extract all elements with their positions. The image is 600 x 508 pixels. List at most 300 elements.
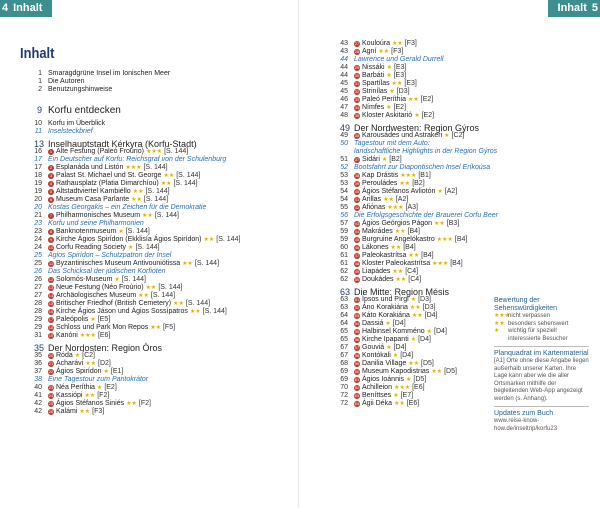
map-reference: [D4]	[424, 312, 438, 319]
poi-marker: 12	[48, 277, 54, 282]
poi-marker: 40	[354, 189, 360, 194]
poi-marker: 54	[354, 321, 360, 326]
poi-marker: 17	[48, 317, 54, 322]
entry-title: Kirche Ágios Jáson und Ágios Sossípatros	[56, 308, 188, 315]
toc-entry[interactable]	[34, 78, 240, 86]
entry-title: Néa Períthia	[56, 384, 95, 391]
toc-entry[interactable]	[340, 252, 498, 260]
page-number: 45	[340, 88, 348, 95]
map-reference: [B4]	[407, 228, 420, 235]
legend-text: besonders sehenswert	[508, 320, 569, 327]
map-reference: [S. 144]	[185, 300, 211, 307]
entry-title: Doukádes	[362, 276, 394, 283]
toc-entry[interactable]	[340, 336, 498, 344]
page-number: 55	[340, 204, 348, 211]
toc-entry[interactable]	[34, 164, 240, 172]
map-reference: [E6]	[412, 384, 425, 391]
rating-stars: ★★	[132, 189, 144, 195]
page-number: 62	[340, 276, 348, 283]
entry-title: Solomós-Museum	[56, 276, 113, 283]
poi-marker: 19	[48, 333, 54, 338]
entry-title: Ípsos und Pírgi	[362, 296, 409, 303]
toc-entry[interactable]	[34, 244, 240, 252]
chapter-heading[interactable]	[34, 104, 240, 116]
toc-entry[interactable]	[340, 220, 498, 228]
entry-title: Karousádes und Astrakeri	[362, 132, 443, 139]
legend-text: wichtig für speziell interessierte Besucher	[508, 328, 568, 342]
toc-entry[interactable]	[340, 172, 498, 180]
page-number: 26	[34, 268, 42, 275]
page-number: 48	[340, 112, 348, 119]
entry-title: Eine Tagestour zum Pantokrátor	[48, 376, 149, 383]
chapter-heading[interactable]	[34, 140, 240, 148]
entry-title: Burgruine Angelókastro	[362, 236, 435, 243]
chapter-heading[interactable]	[340, 124, 498, 132]
toc-entry[interactable]	[34, 188, 240, 196]
toc-entry[interactable]	[34, 284, 240, 292]
poi-marker: 10	[48, 245, 54, 250]
entry-title: Ágios Spirídon – Schutzpatron der Insel	[48, 252, 172, 259]
toc-entry[interactable]	[34, 236, 240, 244]
poi-marker: 18	[48, 325, 54, 330]
rating-stars: ★	[392, 353, 399, 359]
toc-entry[interactable]	[34, 120, 240, 128]
entry-title: Spartílas	[362, 80, 390, 87]
rating-stars: ★★	[163, 173, 175, 179]
page-number: 59	[340, 236, 348, 243]
map-reference: [A2]	[395, 196, 409, 203]
grid-title: Planquadrat im Kartenmaterial	[494, 350, 589, 357]
toc-entry[interactable]	[34, 300, 240, 308]
entry-title: Schloss und Park Mon Repos	[56, 324, 149, 331]
map-reference: [S. 144]	[154, 212, 179, 219]
page-number: 51	[340, 156, 348, 163]
page-number: 42	[34, 408, 42, 415]
entry-title: Lawrence und Gerald Durrell	[354, 56, 444, 63]
rating-stars: ★	[128, 245, 134, 251]
page-number: 37	[34, 368, 42, 375]
toc-entry[interactable]	[340, 132, 498, 140]
page-title: Inhalt	[20, 45, 55, 62]
page-number: 17	[34, 156, 42, 163]
page-number: 27	[34, 284, 42, 291]
feature-entry[interactable]	[34, 128, 240, 136]
left-page-number: 4	[2, 2, 9, 14]
page-number: 63	[340, 287, 351, 297]
entry-title: Der Nordwesten: Region Gýros	[354, 123, 480, 133]
toc-entry[interactable]	[340, 180, 498, 188]
poi-marker: 37	[354, 157, 360, 162]
map-reference: [D3]	[396, 88, 410, 95]
feature-entry[interactable]	[340, 140, 498, 148]
toc-entry[interactable]	[340, 40, 498, 48]
updates-title: Updates zum Buch	[494, 410, 554, 417]
entry-title: Kanóni	[56, 332, 78, 339]
toc-entry[interactable]	[34, 292, 240, 300]
map-reference: [F3]	[404, 40, 417, 47]
entry-title: Kirche Ipapanti	[362, 336, 409, 343]
rating-stars: ★	[386, 73, 392, 79]
poi-marker: 6	[49, 197, 53, 202]
toc-entry[interactable]	[340, 312, 498, 320]
map-reference: [C4]	[408, 276, 422, 283]
poi-marker: 1	[49, 149, 53, 154]
map-reference: [S. 144]	[164, 148, 189, 155]
poi-marker: 57	[354, 345, 360, 350]
entry-title: Gouviá	[362, 344, 385, 351]
map-reference: [F2]	[138, 400, 151, 407]
page-number: 63	[340, 296, 348, 303]
rating-stars: ★★	[84, 393, 96, 399]
page-number: 61	[340, 252, 348, 259]
toc-entry[interactable]	[340, 48, 498, 56]
poi-marker: 13	[48, 285, 54, 290]
page-number: 18	[34, 172, 42, 179]
entry-title: Korfu entdecken	[48, 105, 121, 116]
map-reference: [F3]	[92, 408, 105, 415]
page-gutter	[298, 0, 299, 508]
entry-title: Archäologisches Museum	[56, 292, 137, 299]
legend-stars: ★	[494, 328, 500, 334]
toc-entry[interactable]	[340, 384, 498, 392]
toc-entry[interactable]	[34, 400, 240, 408]
page-number: 35	[34, 343, 45, 353]
toc-entry[interactable]	[34, 308, 240, 316]
entry-title: Museum Casa Parlante	[56, 196, 130, 203]
rating-stars: ★★	[378, 49, 390, 55]
toc-entry[interactable]	[34, 392, 240, 400]
entry-title: Palast St. Michael und St. George	[56, 172, 162, 179]
map-reference: [S. 144]	[202, 308, 227, 315]
poi-marker: 23	[48, 385, 54, 390]
right-running-title: Inhalt	[557, 2, 587, 14]
toc-entry[interactable]	[34, 196, 240, 204]
entry-title: landschaftliche Highlights in der Region Gýros	[354, 148, 498, 155]
entry-title: Die Erfolgsgeschichte der Brauerei Corfu Beer	[354, 212, 498, 219]
rating-stars: ★	[426, 329, 433, 335]
entry-title: Byzantinisches Museum Antivouniótissa	[56, 260, 181, 267]
feature-entry[interactable]	[34, 204, 240, 212]
poi-marker: 22	[48, 369, 54, 374]
legend-item	[494, 313, 589, 321]
page-number: 29	[34, 316, 42, 323]
map-reference: [S. 144]	[143, 164, 168, 171]
poi-marker: 3	[49, 173, 53, 178]
legend-item	[494, 328, 589, 343]
map-reference: [A3]	[405, 204, 418, 211]
poi-marker: 53	[354, 313, 360, 318]
page-number: 65	[340, 328, 348, 335]
page-number: 52	[340, 164, 348, 171]
toc-entry[interactable]	[34, 148, 240, 156]
poi-marker: 60	[354, 369, 360, 374]
toc-entry[interactable]	[34, 368, 240, 376]
map-reference: [S. 144]	[135, 244, 160, 251]
rating-stars: ★★	[392, 41, 403, 47]
toc-entry[interactable]	[340, 400, 498, 408]
map-reference: [D3]	[418, 296, 431, 303]
page-number: 72	[340, 400, 348, 407]
rating-stars: ★★	[138, 293, 149, 299]
rating-stars: ★	[90, 317, 96, 323]
toc-entry[interactable]	[34, 324, 240, 332]
toc-entry[interactable]	[34, 316, 240, 324]
map-reference: [B4]	[421, 252, 434, 259]
toc-entry[interactable]	[340, 188, 498, 196]
map-reference: [S. 144]	[121, 276, 146, 283]
entry-title: Ágios Spirídon	[56, 368, 102, 375]
rating-stars: ★	[385, 321, 391, 327]
rating-stars: ★★	[203, 237, 215, 243]
page-number: 70	[340, 384, 348, 391]
entry-title: Rathausplatz (Platia Dimarchíou)	[56, 180, 159, 187]
toc-entry[interactable]	[340, 276, 498, 284]
entry-title: Danilia Village	[362, 360, 407, 367]
page-number: 1	[38, 70, 42, 77]
poi-marker: 11	[48, 261, 54, 266]
poi-marker: 33	[354, 97, 360, 102]
poi-marker: 30	[354, 73, 360, 78]
toc-entry[interactable]	[340, 344, 498, 352]
entry-title: Ágii Déka	[362, 400, 392, 407]
entry-title: Ein Deutscher auf Korfu: Reichsgraf von der Schulenburg	[48, 156, 227, 163]
map-reference: [S. 144]	[143, 196, 169, 203]
toc-entry[interactable]	[340, 268, 498, 276]
poi-marker: 42	[354, 205, 360, 210]
page-number: 17	[34, 164, 42, 171]
rating-stars: ★	[437, 189, 443, 195]
page-number: 46	[340, 96, 348, 103]
rating-stars: ★	[410, 337, 417, 343]
toc-entry[interactable]	[340, 64, 498, 72]
legend-item	[494, 321, 589, 329]
poi-marker: 24	[48, 393, 54, 398]
toc-entry[interactable]	[340, 260, 498, 268]
toc-entry[interactable]	[34, 228, 240, 236]
poi-marker: 32	[354, 89, 360, 94]
map-reference: [S. 144]	[158, 284, 183, 291]
poi-marker: 56	[354, 337, 360, 342]
poi-marker: 36	[354, 133, 360, 138]
page-number: 43	[340, 40, 348, 47]
feature-entry[interactable]	[340, 164, 498, 172]
poi-marker: 38	[354, 173, 360, 178]
toc-entry[interactable]	[34, 260, 240, 268]
toc-entry[interactable]	[34, 352, 240, 360]
rating-stars: ★★★	[432, 261, 449, 267]
page-number: 49	[340, 132, 348, 139]
map-reference: [C2]	[82, 352, 95, 359]
page-number: 23	[34, 228, 42, 235]
map-reference: [F5]	[162, 324, 176, 331]
entry-title: Die Autoren	[48, 78, 85, 85]
toc-entry[interactable]	[340, 368, 498, 376]
poi-marker: 20	[48, 353, 54, 358]
map-reference: [D4]	[392, 320, 406, 327]
page-number: 1	[38, 78, 42, 85]
entry-title: Korfu und seine Philharmonien	[48, 220, 144, 227]
rating-stars: ★	[444, 133, 450, 139]
map-reference: [S. 144]	[194, 260, 220, 267]
entry-title: Korfu im Überblick	[48, 120, 106, 127]
toc-entry[interactable]	[340, 328, 498, 336]
rating-stars: ★★	[85, 361, 96, 367]
map-reference: [B2]	[412, 180, 425, 187]
entry-title: Sidári	[362, 156, 380, 163]
toc-entry[interactable]	[340, 392, 498, 400]
toc-entry[interactable]	[340, 360, 498, 368]
page-number: 35	[34, 352, 42, 359]
toc-entry[interactable]	[340, 228, 498, 236]
map-reference: [E3]	[404, 80, 417, 87]
feature-entry[interactable]	[34, 156, 240, 164]
entry-title: Paleópolis	[56, 316, 89, 323]
poi-marker: 15	[48, 301, 54, 306]
map-reference: [B3]	[446, 220, 460, 227]
poi-marker: 61	[354, 377, 360, 382]
toc-entry[interactable]	[340, 352, 498, 360]
toc-entry[interactable]	[34, 332, 240, 340]
poi-marker: 44	[354, 229, 360, 234]
toc-entry[interactable]	[34, 180, 240, 188]
entry-title: Kostas Georgakis – ein Zeichen für die Demokratie	[48, 204, 207, 211]
poi-marker: 58	[354, 353, 360, 358]
toc-entry[interactable]	[34, 212, 240, 220]
toc-entry[interactable]	[340, 204, 498, 212]
entry-title: Smaragdgrüne Insel im Ionischen Meer	[48, 70, 171, 77]
map-reference: [D5]	[413, 376, 427, 383]
poi-marker: 31	[354, 81, 360, 86]
chapter-heading[interactable]	[34, 344, 240, 352]
map-reference: [S. 144]	[125, 228, 150, 235]
rating-stars: ★★	[395, 277, 407, 283]
entry-title: Der Nordosten: Region Óros	[48, 343, 163, 353]
updates-url[interactable]: www.reise-know-how.de/inseltrip/korfu23	[494, 418, 558, 432]
poi-marker: 62	[354, 385, 360, 390]
toc-entry[interactable]	[34, 172, 240, 180]
entry-title: Kassiópi	[56, 392, 83, 399]
rating-title: Bewertung der Sehenswürdigkeiten	[494, 297, 558, 312]
page-number: 28	[34, 300, 42, 307]
toc-entry[interactable]	[34, 360, 240, 368]
rating-stars: ★	[393, 393, 399, 399]
feature-entry[interactable]	[340, 212, 498, 220]
rating-stars: ★	[114, 277, 120, 283]
toc-entry[interactable]	[340, 96, 498, 104]
rating-stars: ★★★	[393, 385, 411, 391]
poi-marker: 16	[48, 309, 54, 314]
toc-entry[interactable]	[34, 384, 240, 392]
map-reference: [D4]	[418, 336, 431, 343]
entry-title: Barbáti	[362, 72, 385, 79]
rating-stars: ★★	[399, 181, 411, 187]
toc-entry[interactable]	[340, 112, 498, 120]
poi-marker: 51	[354, 297, 360, 302]
rating-stars: ★★★	[400, 173, 417, 179]
toc-entry[interactable]	[340, 320, 498, 328]
page-number: 49	[340, 123, 351, 133]
rating-stars: ★★	[173, 301, 184, 307]
toc-entry[interactable]	[340, 236, 498, 244]
feature-entry[interactable]	[340, 148, 498, 156]
map-reference: [S. 144]	[150, 292, 176, 299]
entry-title: Achilleion	[362, 384, 392, 391]
map-reference: [D4]	[393, 344, 407, 351]
left-running-title: Inhalt	[13, 2, 43, 14]
page-number: 25	[34, 252, 42, 259]
toc-entry[interactable]	[340, 88, 498, 96]
toc-entry[interactable]	[340, 244, 498, 252]
feature-entry[interactable]	[34, 376, 240, 384]
rating-stars: ★★★	[79, 333, 96, 339]
entry-title: Britischer Friedhof (British Cemetery)	[56, 300, 172, 307]
toc-entry[interactable]	[340, 304, 498, 312]
page-number: 19	[34, 188, 42, 195]
page-number: 42	[34, 400, 42, 407]
feature-entry[interactable]	[34, 220, 240, 228]
toc-entry[interactable]	[34, 70, 240, 78]
entry-title: Afiónas	[362, 204, 386, 211]
entry-title: Neue Festung (Néo Froúrio)	[56, 284, 144, 291]
page-number: 60	[340, 244, 348, 251]
page-number: 38	[34, 376, 42, 383]
entry-title: Alte Festung (Paleó Froúrio)	[56, 148, 144, 155]
legend-text: nicht verpassen	[508, 313, 551, 319]
poi-marker: 21	[48, 361, 54, 366]
toc-entry[interactable]	[340, 104, 498, 112]
toc-entry[interactable]	[340, 196, 498, 204]
page-number: 59	[340, 228, 348, 235]
poi-marker: 48	[354, 261, 360, 266]
rating-stars: ★	[386, 65, 392, 71]
entry-title: Arillas	[362, 196, 382, 203]
entry-title: Ágios Stéfanos Avliotón	[362, 188, 436, 195]
rating-stars: ★	[386, 345, 392, 351]
map-reference: [C4]	[405, 268, 419, 275]
page-number: 54	[340, 188, 348, 195]
toc-entry[interactable]	[34, 276, 240, 284]
toc-left-column	[34, 70, 240, 416]
toc-entry[interactable]	[34, 408, 240, 416]
page-number: 44	[340, 56, 348, 63]
feature-entry[interactable]	[34, 268, 240, 276]
legend-box	[494, 297, 589, 433]
chapter-heading[interactable]	[340, 288, 498, 296]
toc-entry[interactable]	[340, 80, 498, 88]
rating-stars: ★★	[79, 409, 91, 415]
poi-marker: 39	[354, 181, 360, 186]
toc-entry[interactable]	[340, 156, 498, 164]
rating-stars: ★★	[407, 97, 419, 103]
toc-entry[interactable]	[340, 72, 498, 80]
feature-entry[interactable]	[34, 252, 240, 260]
toc-entry[interactable]	[340, 296, 498, 304]
page-number: 56	[340, 212, 348, 219]
rating-stars: ★★	[394, 229, 406, 235]
toc-entry[interactable]	[34, 86, 240, 94]
map-reference: [F2]	[97, 392, 110, 399]
poi-marker: 5	[49, 189, 53, 194]
toc-entry[interactable]	[340, 376, 498, 384]
rating-stars: ★	[118, 229, 124, 235]
rating-stars: ★★	[160, 181, 172, 187]
feature-entry[interactable]	[340, 56, 498, 64]
map-reference: [E7]	[400, 392, 414, 399]
entry-title: Halbinsel Komméno	[362, 328, 425, 335]
rating-stars: ★	[103, 369, 109, 375]
map-reference: [E2]	[420, 96, 434, 103]
poi-marker: 9	[49, 237, 53, 242]
